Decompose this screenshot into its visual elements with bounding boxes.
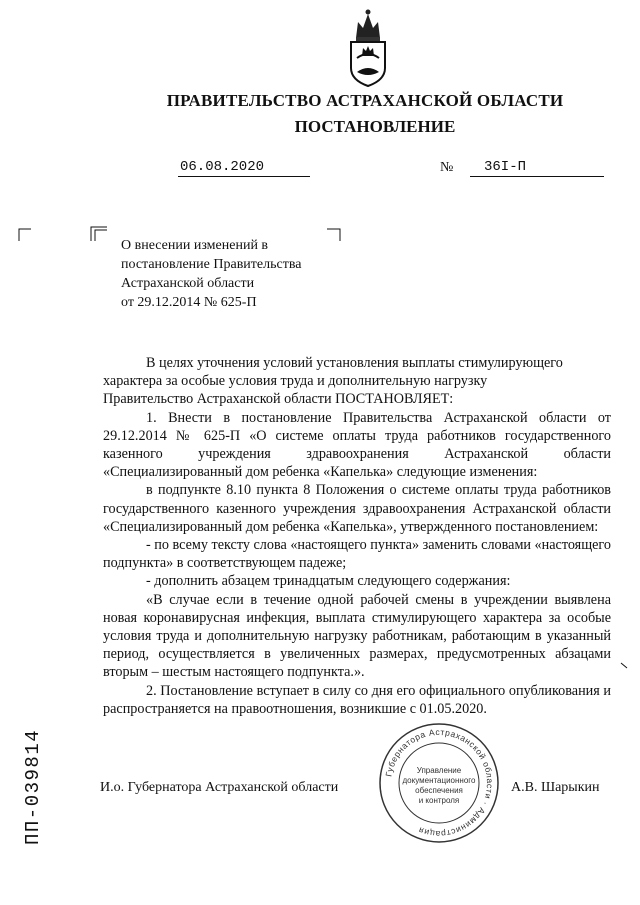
paragraph-quote: «В случае если в течение одной рабочей смены в учреждении выявлена новая коронавирусная инфекция, выплата стимулирующего характера за особые условия труда и дополнительную нагрузку работникам, работающим в указанный период, осуществляется в увеличенных размерах, предусмотренных абзацами вторым – шестым настоящего подпункта.». bbox=[103, 591, 611, 681]
registration-number: ПП-039814 bbox=[22, 728, 44, 845]
stamp-center-line: и контроля bbox=[418, 796, 460, 805]
coat-of-arms-emblem bbox=[343, 6, 393, 90]
number-label: № bbox=[440, 160, 454, 175]
signatory-position: И.о. Губернатора Астраханской области bbox=[100, 780, 339, 795]
document-body bbox=[103, 354, 611, 718]
paragraph-dash-2: - дополнить абзацем тринадцатым следующего содержания: bbox=[146, 573, 511, 590]
stamp-center-line: обеспечения bbox=[415, 786, 463, 795]
signatory-name: А.В. Шарыкин bbox=[511, 780, 600, 795]
organization-title: ПРАВИТЕЛЬСТВО АСТРАХАНСКОЙ ОБЛАСТИ bbox=[166, 91, 564, 110]
margin-mark bbox=[620, 662, 628, 670]
stamp-ring-text: Губернатора Астраханской области · Администрация bbox=[383, 726, 496, 840]
preamble-line: В целях уточнения условий установления выплаты стимулирующего bbox=[146, 355, 563, 371]
stamp-center-line: документационного bbox=[402, 776, 476, 785]
paragraph-item-1: 1. Внести в постановление Правительства Астраханской области от 29.12.2014 № 625-П «О системе оплаты труда работников государственного казенного учреждения здравоохранения Астраханской области «Специализированный дом ребенка «Капелька» следующие изменения: bbox=[103, 409, 611, 481]
preamble-line: характера за особые условия труда и дополнительную нагрузку bbox=[103, 373, 488, 390]
corner-mark-left bbox=[18, 228, 32, 242]
subject-line: от 29.12.2014 № 625-П bbox=[121, 295, 257, 310]
subject-line: постановление Правительства bbox=[121, 257, 302, 272]
stamp-center-line: Управление bbox=[416, 766, 462, 775]
document-type-title: ПОСТАНОВЛЕНИЕ bbox=[294, 117, 456, 136]
official-stamp bbox=[378, 722, 500, 844]
document-date: 06.08.2020 bbox=[178, 158, 310, 177]
preamble-line: Правительство Астраханской области ПОСТАНОВЛЯЕТ: bbox=[103, 391, 454, 408]
corner-mark-subject-left bbox=[90, 226, 108, 242]
paragraph-item-1-subpoint: в подпункте 8.10 пункта 8 Положения о системе оплаты труда работников государственного казенного учреждения здравоохранения Астраханской области «Специализированный дом ребенка «Капелька», утвержденного постановлением: bbox=[103, 482, 611, 535]
subject-line: Астраханской области bbox=[121, 276, 255, 291]
paragraph-item-2: 2. Постановление вступает в силу со дня его официального опубликования и распространяется на правоотношения, возникшие с 01.05.2020. bbox=[103, 682, 611, 717]
paragraph-dash-1: - по всему тексту слова «настоящего пункта» заменить словами «настоящего подпункта» в соответствующем падеже; bbox=[103, 537, 611, 572]
document-subject bbox=[121, 236, 351, 312]
subject-line: О внесении изменений в bbox=[121, 238, 269, 253]
document-number: 36I-П bbox=[470, 158, 604, 177]
